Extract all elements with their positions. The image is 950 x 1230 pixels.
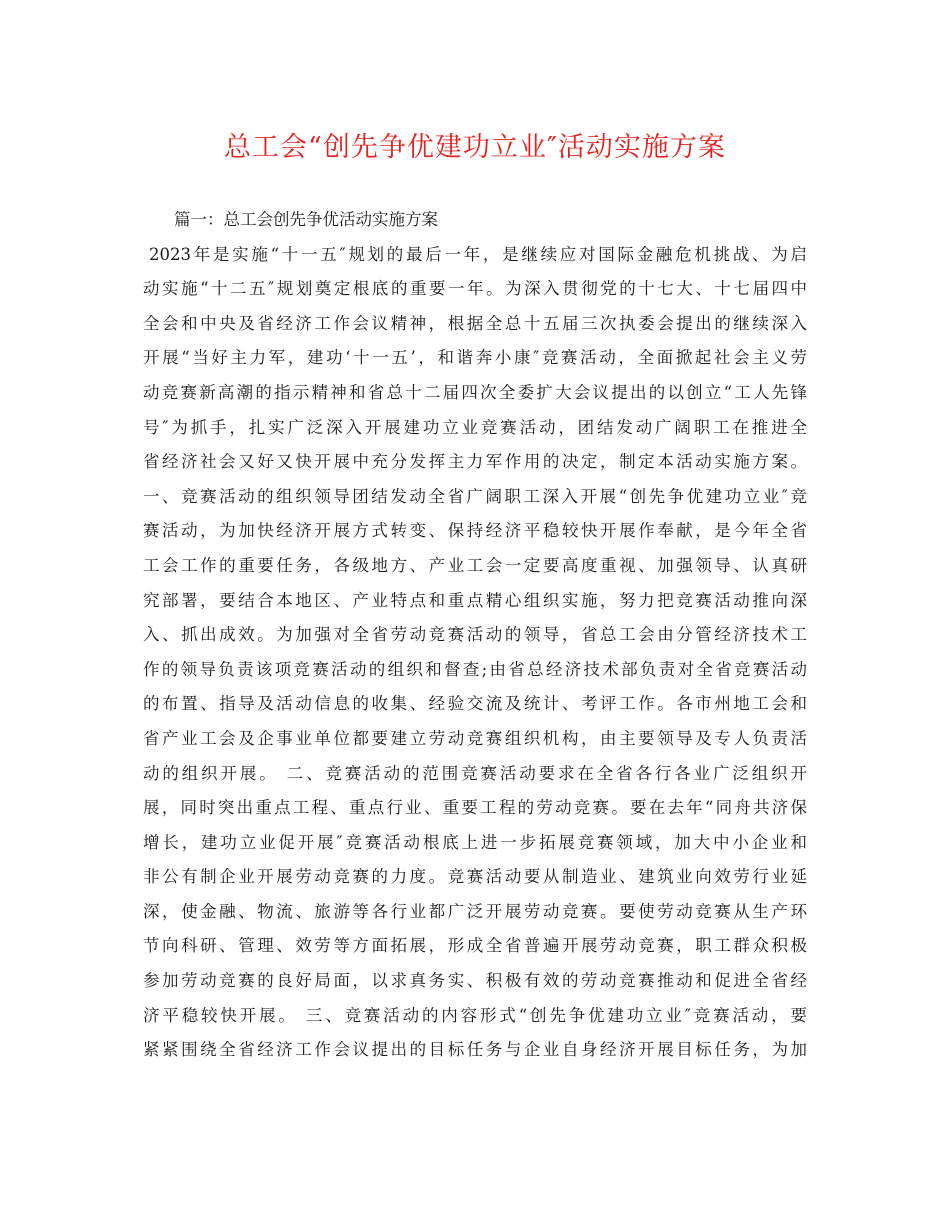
paragraph-line: 一、竞赛活动的组织领导团结发动全省广阔职工深入开展“创先争优建功立业″竞 xyxy=(143,486,807,506)
paragraph-line: 2023年是实施“十一五″规划的最后一年，是继续应对国际金融危机挑战、为启 xyxy=(149,244,807,264)
paragraph-line: 深，使金融、物流、旅游等各行业都广泛开展劳动竞赛。要使劳动竞赛从生产环 xyxy=(143,901,807,921)
paragraph-line: 非公有制企业开展劳动竞赛的力度。竞赛活动要从制造业、建筑业向效劳行业延 xyxy=(143,867,807,887)
paragraph-line: 开展“当好主力军，建功‘十一五’，和谐奔小康″竞赛活动，全面掀起社会主义劳 xyxy=(143,348,807,368)
paragraph-line: 省产业工会及企事业单位都要建立劳动竞赛组织机构，由主要领导及专人负责活 xyxy=(143,728,807,748)
document-title: 总工会“创先争优建功立业″活动实施方案 xyxy=(224,132,726,163)
paragraph-line: 工会工作的重要任务，各级地方、产业工会一定要高度重视、加强领导、认真研 xyxy=(143,555,807,575)
paragraph-line: 展，同时突出重点工程、重点行业、重要工程的劳动竞赛。要在去年“同舟共济保 xyxy=(143,798,807,818)
paragraph-line: 动竞赛新高潮的指示精神和省总十二届四次全委扩大会议提出的以创立“工人先锋 xyxy=(143,382,807,402)
paragraph-line: 号″为抓手，扎实广泛深入开展建功立业竞赛活动，团结发动广阔职工在推进全 xyxy=(143,417,807,437)
paragraph-line: 的布置、指导及活动信息的收集、经验交流及统计、考评工作。各市州地工会和 xyxy=(143,694,807,714)
paragraph-line: 省经济社会又好又快开展中充分发挥主力军作用的决定，制定本活动实施方案。 xyxy=(143,452,807,472)
paragraph-line: 作的领导负责该项竞赛活动的组织和督查;由省总经济技术部负责对全省竞赛活动 xyxy=(143,659,807,679)
paragraph-line: 赛活动，为加快经济开展方式转变、保持经济平稳较快开展作奉献，是今年全省 xyxy=(143,521,807,541)
paragraph-line: 动的组织开展。 二、竞赛活动的范围竞赛活动要求在全省各行各业广泛组织开 xyxy=(143,763,807,783)
paragraph-line: 紧紧围绕全省经济工作会议提出的目标任务与企业自身经济开展目标任务，为加 xyxy=(143,1040,807,1060)
paragraph-line: 究部署，要结合本地区、产业特点和重点精心组织实施，努力把竞赛活动推向深 xyxy=(143,590,807,610)
paragraph-line: 济平稳较快开展。 三、竞赛活动的内容形式“创先争优建功立业″竞赛活动，要 xyxy=(143,1005,807,1025)
paragraph-line: 增长，建功立业促开展″竞赛活动根底上进一步拓展竞赛领域，加大中小企业和 xyxy=(143,832,807,852)
paragraph-line: 入、抓出成效。为加强对全省劳动竞赛活动的领导，省总工会由分管经济技术工 xyxy=(143,625,807,645)
document-body xyxy=(143,203,807,1068)
paragraph-line: 全会和中央及省经济工作会议精神，根据全总十五届三次执委会提出的继续深入 xyxy=(143,313,807,333)
paragraph-line: 动实施“十二五″规划奠定根底的重要一年。为深入贯彻党的十七大、十七届四中 xyxy=(143,279,807,299)
paragraph-line: 节向科研、管理、效劳等方面拓展，形成全省普遍开展劳动竞赛，职工群众积极 xyxy=(143,936,807,956)
paragraph-line: 参加劳动竞赛的良好局面，以求真务实、积极有效的劳动竞赛推动和促进全省经 xyxy=(143,971,807,991)
section-heading: 篇一：总工会创先争优活动实施方案 xyxy=(174,210,438,229)
